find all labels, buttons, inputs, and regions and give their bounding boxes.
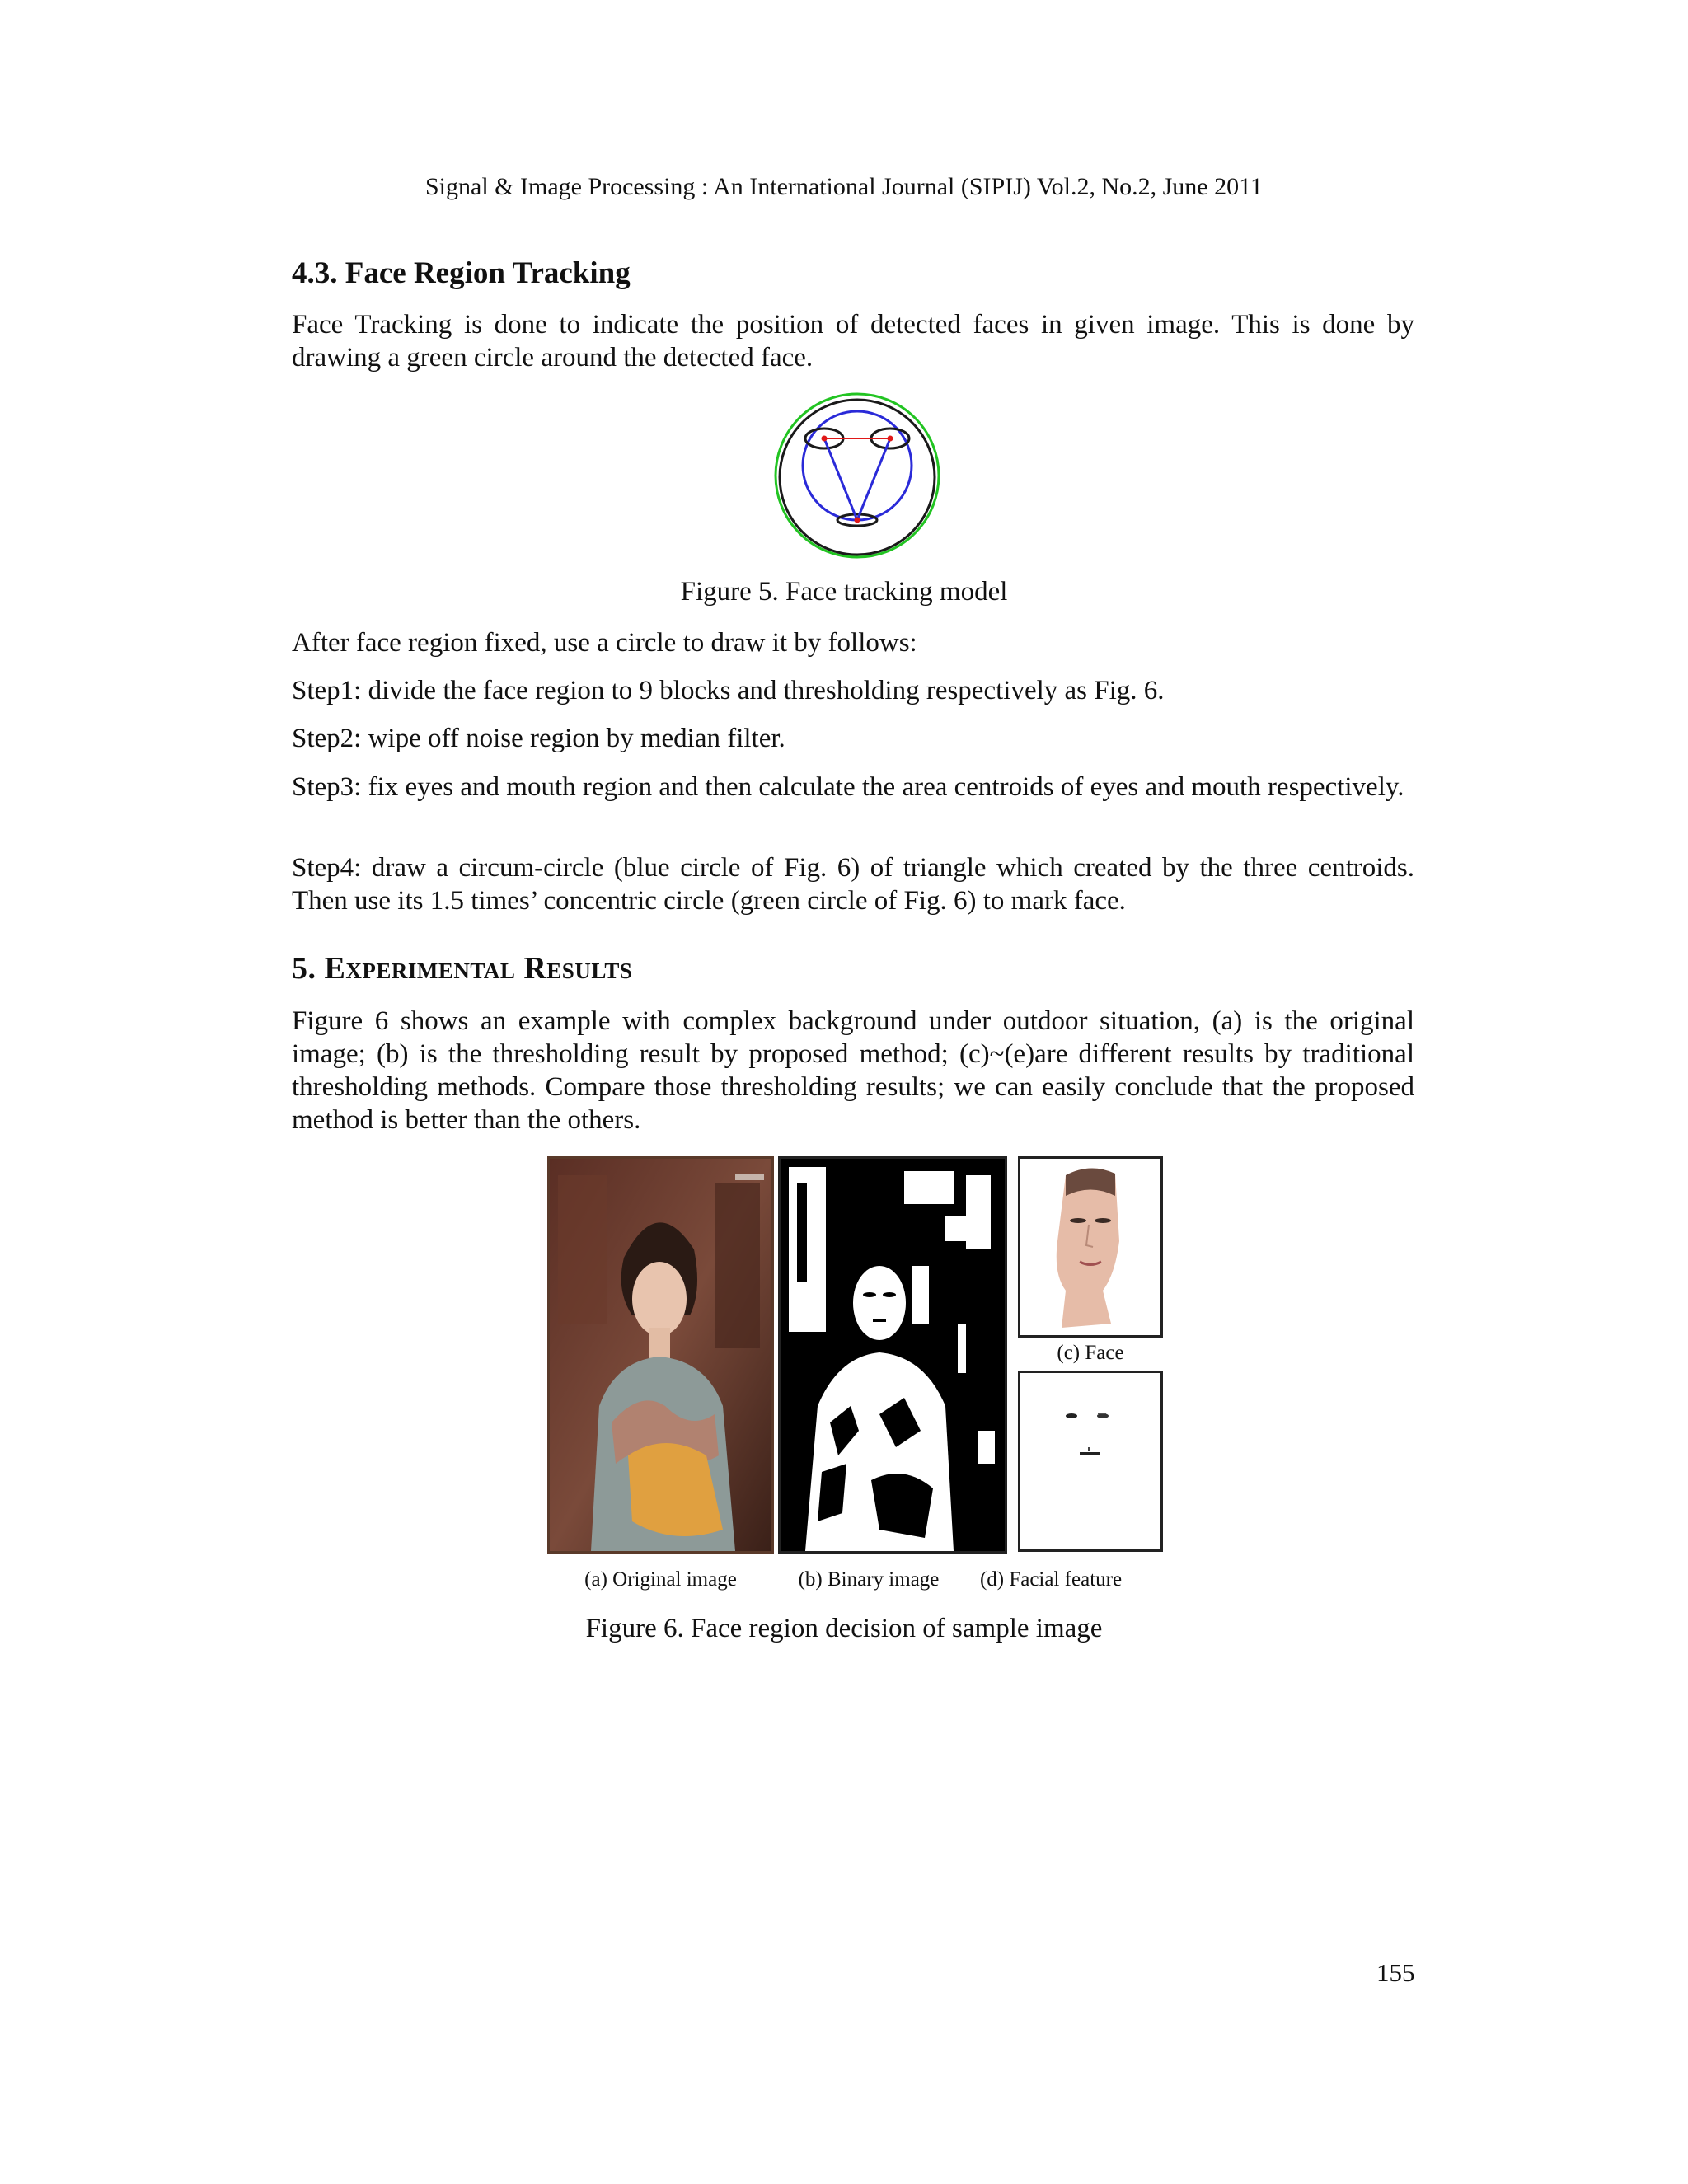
running-header: Signal & Image Processing : An International Journal (SIPIJ) Vol.2, No.2, June 2011 [424, 173, 1263, 200]
face-panel [1018, 1156, 1163, 1338]
original-photo [550, 1159, 771, 1551]
label-a-original-image: (a) Original image [584, 1568, 737, 1591]
facial-feature-photo [1020, 1373, 1160, 1549]
figure-6-caption: Figure 6. Face region decision of sample image [585, 1614, 1103, 1643]
section-5-paragraph: Figure 6 shows an example with complex background under outdoor situation, (a) is the original image; (b) is the thresholding result by proposed method; (c)~(e)are different results by traditional thresholding methods. Compare those thresholding results; we can easily conclude that the proposed method is better than the others. [292, 1006, 1414, 1135]
page-number: 155 [1376, 1958, 1415, 1987]
step-4: Step4: draw a circum-circle (blue circle of Fig. 6) of triangle which created by the three centroids. Then use its 1.5 times’ concentric circle (green circle of Fig. 6) to mark face. [292, 853, 1414, 916]
section-heading-4-3: 4.3. Face Region Tracking [292, 256, 631, 290]
step-3: Step3: fix eyes and mouth region and then calculate the area centroids of eyes and mouth respectively. [292, 772, 1404, 802]
section-4-3-paragraph: Face Tracking is done to indicate the position of detected faces in given image. This is done by drawing a green circle around the detected face. [292, 310, 1414, 373]
steps-intro: After face region fixed, use a circle to draw it by follows: [292, 628, 917, 658]
label-b-binary-image: (b) Binary image [798, 1568, 940, 1591]
green-circle [776, 394, 939, 557]
step-1: Step1: divide the face region to 9 blocks and thresholding respectively as Fig. 6. [292, 676, 1165, 705]
binary-image-panel [778, 1156, 1007, 1554]
left-eye-centroid [822, 436, 828, 442]
triangle-edges [824, 438, 890, 520]
face-photo [1020, 1159, 1160, 1335]
blue-circumcircle [803, 411, 912, 520]
figure-5-caption: Figure 5. Face tracking model [680, 577, 1008, 607]
original-image-panel [547, 1156, 774, 1554]
facial-feature-panel [1018, 1371, 1163, 1552]
section-heading-5: 5. Experimental Results [292, 951, 633, 986]
mouth-centroid [855, 518, 860, 523]
face-tracking-model-figure [767, 391, 948, 565]
right-eye-centroid [888, 436, 893, 442]
binary-photo [781, 1159, 1005, 1551]
step-2: Step2: wipe off noise region by median filter. [292, 724, 785, 753]
label-c-face: (c) Face [1057, 1342, 1124, 1364]
label-d-facial-feature: (d) Facial feature [979, 1568, 1123, 1591]
